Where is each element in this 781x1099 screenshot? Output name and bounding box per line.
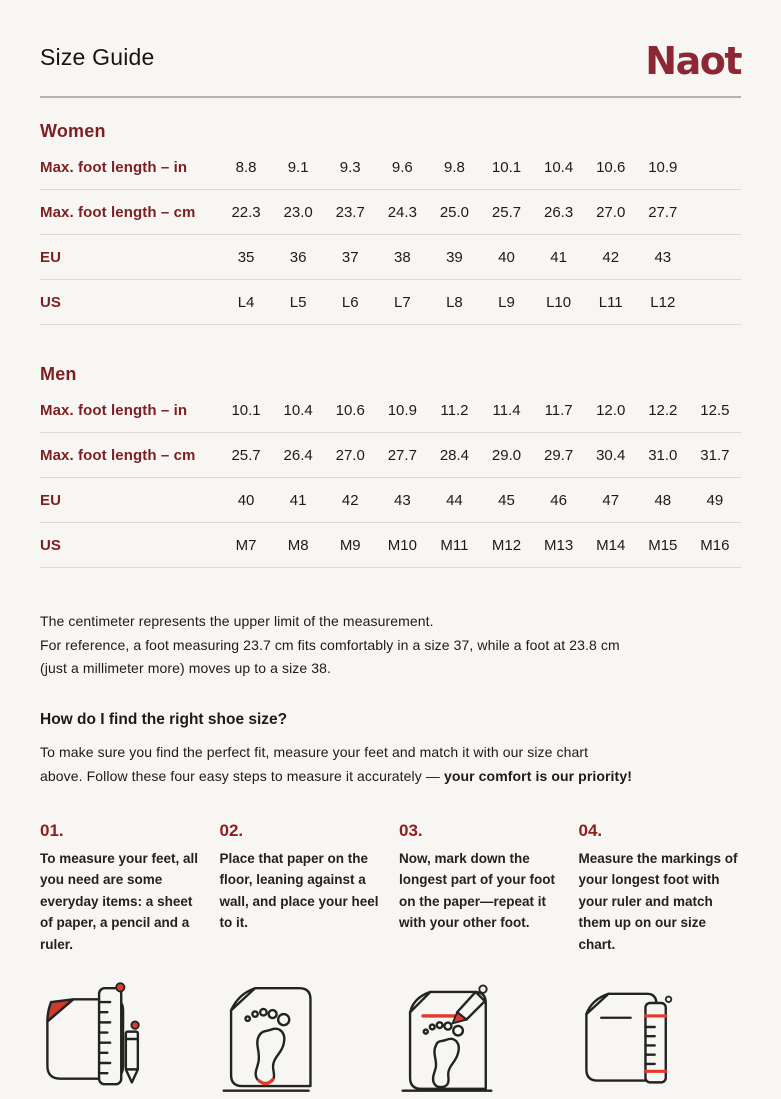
size-cell: 23.7 bbox=[335, 203, 365, 221]
size-cell: 12.5 bbox=[700, 401, 730, 419]
size-cell: 35 bbox=[237, 248, 255, 266]
size-cell: 29.0 bbox=[491, 446, 522, 464]
size-cell: 9.3 bbox=[339, 158, 361, 176]
size-cell: 10.6 bbox=[335, 401, 365, 419]
size-cell: 27.0 bbox=[596, 203, 626, 221]
size-cell: 41 bbox=[550, 248, 567, 266]
size-cell: 39 bbox=[446, 248, 463, 266]
size-cell: L12 bbox=[650, 293, 676, 311]
row-label: EU bbox=[40, 248, 62, 266]
size-cell: M13 bbox=[544, 536, 574, 554]
size-table-row bbox=[40, 433, 741, 478]
size-cell: 10.1 bbox=[491, 158, 522, 176]
step-1-text: To measure your feet, all you need are some everyday items: a sheet of paper, a pencil and a ruler. bbox=[40, 850, 199, 952]
measurement-notes bbox=[40, 610, 741, 681]
size-cell: 10.9 bbox=[648, 158, 678, 176]
size-cell: 24.3 bbox=[387, 203, 417, 221]
naot-logo: Naot bbox=[645, 39, 741, 83]
step-4-number: 04. bbox=[578, 820, 603, 840]
size-cell: 11.7 bbox=[544, 401, 573, 419]
size-cell: L5 bbox=[289, 293, 307, 311]
size-cell: 9.8 bbox=[443, 158, 465, 176]
step-1-number: 01. bbox=[40, 820, 64, 840]
step-3-text: Now, mark down the longest part of your foot on the paper—repeat it with your other foot. bbox=[399, 850, 555, 930]
step-2-text: Place that paper on the floor, leaning against a wall, and place your heel to it. bbox=[219, 850, 379, 930]
paper-ruler-pencil-icon bbox=[40, 979, 203, 1099]
size-cell: 28.4 bbox=[439, 446, 470, 464]
size-cell: 40 bbox=[498, 248, 515, 266]
size-cell: 9.6 bbox=[391, 158, 413, 176]
how-to-intro-line1: To make sure you find the perfect fit, measure your feet and match it with our size chart bbox=[40, 743, 589, 760]
size-cell: M7 bbox=[235, 536, 257, 554]
row-label: EU bbox=[40, 491, 62, 509]
size-cell: L6 bbox=[341, 293, 359, 311]
size-cell: 25.7 bbox=[491, 203, 522, 221]
paper-ruler-markings-icon bbox=[579, 979, 742, 1099]
step-2-number: 02. bbox=[219, 820, 244, 840]
size-cell: 47 bbox=[602, 491, 620, 509]
size-cell: 38 bbox=[393, 248, 411, 266]
size-cell: M12 bbox=[491, 536, 522, 554]
size-cell: M11 bbox=[440, 536, 469, 554]
size-cell: 30.4 bbox=[596, 446, 626, 464]
size-cell: M15 bbox=[648, 536, 678, 554]
size-cell: 25.7 bbox=[231, 446, 261, 464]
size-table-row bbox=[40, 478, 741, 523]
step-icons-row bbox=[40, 979, 741, 1099]
how-to-intro-line2-regular: above. Follow these four easy steps to measure it accurately — bbox=[40, 767, 444, 784]
size-cell: 9.1 bbox=[287, 158, 309, 176]
men-size-table bbox=[40, 388, 741, 568]
size-cell: 11.4 bbox=[492, 401, 521, 419]
header bbox=[40, 40, 741, 88]
size-cell: 41 bbox=[289, 491, 307, 509]
size-cell: L9 bbox=[498, 293, 515, 311]
paper-footprint-heel-icon bbox=[220, 979, 383, 1099]
size-table-row bbox=[40, 190, 741, 235]
size-cell: 29.7 bbox=[544, 446, 574, 464]
row-label: Max. foot length – in bbox=[40, 158, 188, 176]
size-table-row bbox=[40, 523, 741, 568]
how-to-intro-line2 bbox=[40, 764, 741, 788]
size-cell: L4 bbox=[237, 293, 255, 311]
size-cell: L10 bbox=[546, 293, 572, 311]
size-cell: 27.7 bbox=[648, 203, 678, 221]
women-heading: Women bbox=[40, 121, 106, 141]
size-cell: 46 bbox=[550, 491, 567, 509]
mark-foot-pencil-icon bbox=[399, 979, 562, 1099]
size-cell: 49 bbox=[706, 491, 724, 509]
note-line: The centimeter represents the upper limit of the measurement. bbox=[40, 613, 434, 629]
size-cell: 26.4 bbox=[283, 446, 313, 464]
how-to-intro bbox=[40, 740, 741, 788]
row-label: Max. foot length – cm bbox=[40, 203, 196, 221]
size-cell: 10.9 bbox=[387, 401, 417, 419]
size-cell: 26.3 bbox=[544, 203, 574, 221]
size-cell: 31.0 bbox=[648, 446, 678, 464]
row-label: US bbox=[40, 293, 62, 311]
size-cell: M14 bbox=[596, 536, 626, 554]
size-cell: 10.1 bbox=[231, 401, 261, 419]
row-label: US bbox=[40, 536, 62, 554]
page-title: Size Guide bbox=[40, 44, 155, 70]
size-cell: 42 bbox=[341, 491, 359, 509]
women-size-section bbox=[40, 118, 741, 325]
size-cell: 42 bbox=[602, 248, 620, 266]
size-cell: 37 bbox=[341, 248, 359, 266]
size-cell: 12.2 bbox=[648, 401, 678, 419]
note-line: For reference, a foot measuring 23.7 cm fits comfortably in a size 37, while a foot at 23.8 cm bbox=[40, 636, 620, 653]
step-2 bbox=[220, 818, 383, 956]
size-cell: 22.3 bbox=[231, 203, 261, 221]
size-cell: 23.0 bbox=[283, 203, 313, 221]
men-size-section bbox=[40, 361, 741, 568]
steps-row bbox=[40, 818, 741, 956]
size-cell: L8 bbox=[446, 293, 463, 311]
size-cell: 27.7 bbox=[387, 446, 417, 464]
header-divider bbox=[40, 96, 741, 98]
size-table-row bbox=[40, 280, 741, 325]
size-cell: 43 bbox=[654, 248, 672, 266]
size-cell: 36 bbox=[289, 248, 307, 266]
size-cell: 48 bbox=[654, 491, 672, 509]
step-3 bbox=[399, 818, 562, 956]
size-cell: 45 bbox=[498, 491, 515, 509]
size-cell: M8 bbox=[287, 536, 309, 554]
row-label: Max. foot length – cm bbox=[40, 446, 196, 464]
size-cell: 40 bbox=[237, 491, 255, 509]
size-cell: 10.4 bbox=[544, 158, 574, 176]
men-heading: Men bbox=[40, 364, 77, 384]
women-size-table bbox=[40, 145, 741, 325]
size-cell: 12.0 bbox=[596, 401, 626, 419]
step-4-text: Measure the markings of your longest foot with your ruler and match them up on our size chart. bbox=[578, 850, 738, 952]
note-line: (just a millimeter more) moves up to a size 38. bbox=[40, 660, 332, 676]
size-cell: 43 bbox=[393, 491, 411, 509]
step-1 bbox=[40, 818, 203, 956]
size-cell: M10 bbox=[387, 536, 417, 554]
size-cell: 8.8 bbox=[235, 158, 257, 176]
size-cell: M9 bbox=[339, 536, 361, 554]
size-cell: 10.6 bbox=[596, 158, 626, 176]
size-cell: 10.4 bbox=[283, 401, 313, 419]
size-cell: M16 bbox=[700, 536, 730, 554]
size-cell: 44 bbox=[446, 491, 463, 509]
how-to-heading: How do I find the right shoe size? bbox=[40, 710, 288, 728]
row-label: Max. foot length – in bbox=[40, 401, 188, 419]
step-3-number: 03. bbox=[399, 820, 423, 840]
size-table-row bbox=[40, 235, 741, 280]
size-cell: L7 bbox=[393, 293, 411, 311]
size-table-row bbox=[40, 388, 741, 433]
step-4 bbox=[579, 818, 742, 956]
size-cell: 11.2 bbox=[440, 401, 469, 419]
size-cell: 31.7 bbox=[700, 446, 730, 464]
size-cell: 25.0 bbox=[439, 203, 470, 221]
size-table-row bbox=[40, 145, 741, 190]
how-to-intro-line2-bold: your comfort is our priority! bbox=[443, 767, 632, 784]
size-cell: L11 bbox=[598, 293, 623, 311]
size-cell: 27.0 bbox=[335, 446, 365, 464]
